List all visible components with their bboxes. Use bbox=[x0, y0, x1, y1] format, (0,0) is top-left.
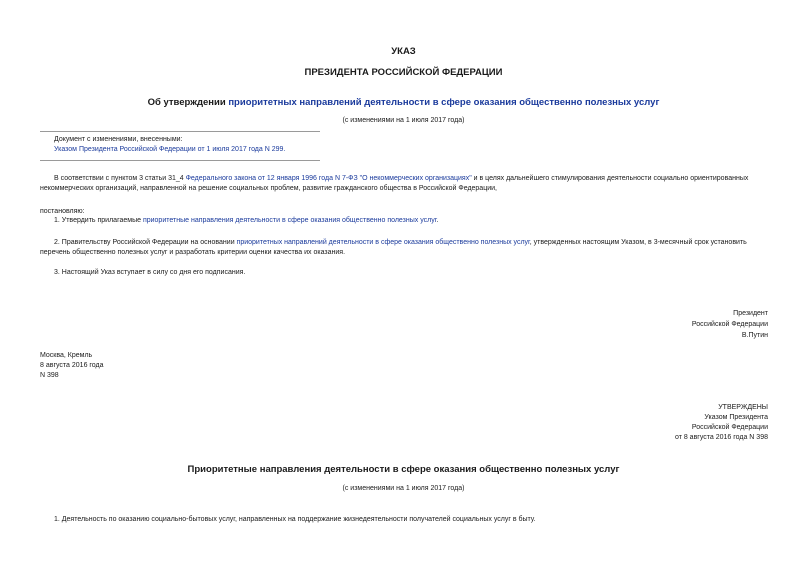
signature-name: В.Путин bbox=[741, 332, 768, 339]
signature-country: Российской Федерации bbox=[691, 321, 768, 328]
item-2-rest: , утвержденных настоящим Указом, в 3-месячный срок установить bbox=[529, 239, 747, 246]
annex-item-1: 1. Деятельность по оказанию социально-бытовых услуг, направленных на поддержание жизнедеятельности получателей социальных услуг в быту. bbox=[54, 516, 536, 523]
place-date: 8 августа 2016 года bbox=[40, 362, 104, 369]
item-2-line-1 bbox=[54, 238, 747, 248]
decree-caption bbox=[0, 97, 807, 108]
item-2-line-2: перечень общественно полезных услуг и разработать критерии оценки качества их оказания. bbox=[40, 249, 346, 256]
item-1 bbox=[54, 216, 438, 226]
signature-title: Президент bbox=[733, 310, 768, 317]
caption-prefix: Об утверждении bbox=[147, 97, 229, 108]
preamble-line-2: некоммерческих организаций, направленной на решение социальных проблем, развитие гражданского общества в Российской Федерации, bbox=[40, 185, 497, 192]
approval-date: от 8 августа 2016 года N 398 bbox=[674, 434, 768, 441]
item-2-start: 2. Правительству Российской Федерации на основании bbox=[54, 239, 237, 246]
annex-amendment-note: (с изменениями на 1 июля 2017 года) bbox=[342, 485, 465, 492]
preamble-start: В соответствии с пунктом 3 статьи 31_4 bbox=[54, 175, 186, 182]
item-3: 3. Настоящий Указ вступает в силу со дня его подписания. bbox=[54, 269, 246, 276]
approval-by: Указом Президента bbox=[704, 414, 768, 421]
preamble-rest: и в целях дальнейшего стимулирования деятельности социально ориентированных bbox=[471, 175, 749, 182]
note-amending-decree-link[interactable]: Указом Президента Российской Федерации от 1 июля 2017 года N 299. bbox=[54, 146, 286, 153]
place-location: Москва, Кремль bbox=[40, 352, 93, 359]
place-number: N 398 bbox=[40, 372, 59, 379]
approval-title: УТВЕРЖДЕНЫ bbox=[718, 404, 768, 411]
amendment-note: (с изменениями на 1 июля 2017 года) bbox=[342, 117, 465, 124]
note-divider-top bbox=[40, 131, 320, 132]
item-1-start: 1. Утвердить прилагаемые bbox=[54, 217, 143, 224]
caption-link[interactable]: приоритетных направлений деятельности в сфере оказания общественно полезных услуг bbox=[228, 97, 660, 108]
approval-country: Российской Федерации bbox=[691, 424, 768, 431]
item-2-link[interactable]: приоритетных направлений деятельности в сфере оказания общественно полезных услуг bbox=[236, 239, 530, 246]
note-line-1: Документ с изменениями, внесенными: bbox=[54, 136, 183, 143]
preamble-line-1 bbox=[54, 174, 748, 184]
decree-issuer: ПРЕЗИДЕНТА РОССИЙСКОЙ ФЕДЕРАЦИИ bbox=[304, 67, 503, 78]
federal-law-link[interactable]: Федерального закона от 12 января 1996 года N 7-ФЗ "О некоммерческих организациях" bbox=[185, 175, 472, 182]
decree-word: постановляю: bbox=[40, 208, 85, 215]
item-1-link[interactable]: приоритетные направления деятельности в сфере оказания общественно полезных услуг bbox=[142, 217, 437, 224]
item-1-end: . bbox=[436, 217, 439, 224]
decree-title: УКАЗ bbox=[391, 46, 416, 57]
annex-title: Приоритетные направления деятельности в сфере оказания общественно полезных услуг bbox=[187, 464, 620, 475]
note-divider-bottom bbox=[40, 160, 320, 161]
